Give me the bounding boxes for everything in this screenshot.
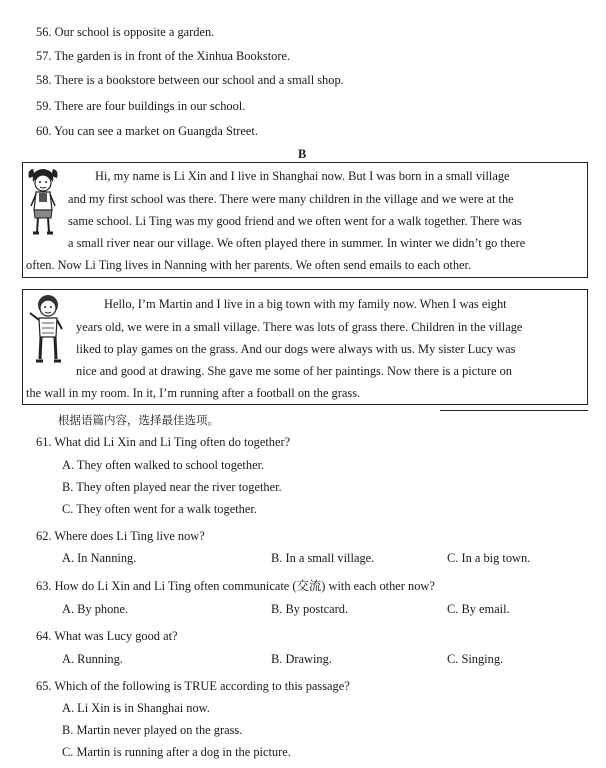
- q61-option-c: C. They often went for a walk together.: [62, 502, 257, 516]
- passage-lixin-line-5: often. Now Li Ting lives in Nanning with her parents. We often send emails to each other.: [26, 258, 472, 272]
- passage-lixin-line-1: Hi, my name is Li Xin and I live in Shanghai now. But I was born in a small village: [95, 169, 510, 183]
- statement-57: 57. The garden is in front of the Xinhua Bookstore.: [36, 49, 291, 63]
- q64-option-b: B. Drawing.: [271, 652, 332, 666]
- passage-martin-line-1: Hello, I’m Martin and I live in a big town with my family now. When I was eight: [104, 297, 507, 311]
- q62-option-b: B. In a small village.: [271, 551, 375, 565]
- passage-lixin-line-3: same school. Li Ting was my good friend and we often went for a walk together. There was: [68, 214, 522, 228]
- statement-59: 59. There are four buildings in our school.: [36, 99, 246, 113]
- q62-option-a: A. In Nanning.: [62, 551, 137, 565]
- question-63: 63. How do Li Xin and Li Ting often communicate (交流) with each other now?: [36, 579, 435, 593]
- q62-option-c: C. In a big town.: [447, 551, 531, 565]
- q65-option-a: A. Li Xin is in Shanghai now.: [62, 701, 210, 715]
- q63-option-c: C. By email.: [447, 602, 510, 616]
- q64-option-c: C. Singing.: [447, 652, 504, 666]
- question-62: 62. Where does Li Ting live now?: [36, 529, 205, 543]
- girl-illustration: [27, 166, 59, 238]
- statement-56: 56. Our school is opposite a garden.: [36, 25, 215, 39]
- q64-option-a: A. Running.: [62, 652, 123, 666]
- statement-60: 60. You can see a market on Guangda Street.: [36, 124, 258, 138]
- q65-option-c: C. Martin is running after a dog in the picture.: [62, 745, 291, 759]
- statement-58: 58. There is a bookstore between our school and a small shop.: [36, 73, 344, 87]
- q61-option-a: A. They often walked to school together.: [62, 458, 265, 472]
- question-65: 65. Which of the following is TRUE according to this passage?: [36, 679, 350, 693]
- question-64: 64. What was Lucy good at?: [36, 629, 178, 643]
- q63-option-a: A. By phone.: [62, 602, 129, 616]
- passage-martin-line-5: the wall in my room. In it, I’m running after a football on the grass.: [26, 386, 361, 400]
- passage-lixin-line-2: and my first school was there. There were many children in the village and we were at the: [68, 192, 514, 206]
- passage-lixin-line-4: a small river near our village. We often played there in summer. In winter we didn’t go there: [68, 236, 526, 250]
- passage-martin-line-3: liked to play games on the grass. And our dogs were always with us. My sister Lucy was: [76, 342, 516, 356]
- divider-rule: [440, 410, 588, 411]
- q61-option-b: B. They often played near the river together.: [62, 480, 282, 494]
- q65-option-b: B. Martin never played on the grass.: [62, 723, 243, 737]
- q63-option-b: B. By postcard.: [271, 602, 349, 616]
- question-61: 61. What did Li Xin and Li Ting often do together?: [36, 435, 291, 449]
- boy-illustration: [28, 293, 64, 367]
- instruction-text: 根据语篇内容，选择最佳选项。: [58, 413, 219, 427]
- passage-martin-line-4: nice and good at drawing. She gave me some of her paintings. Now there is a picture on: [76, 364, 512, 378]
- passage-martin-line-2: years old, we were in a small village. There was lots of grass there. Children in the village: [76, 320, 523, 334]
- section-heading: B: [298, 147, 307, 161]
